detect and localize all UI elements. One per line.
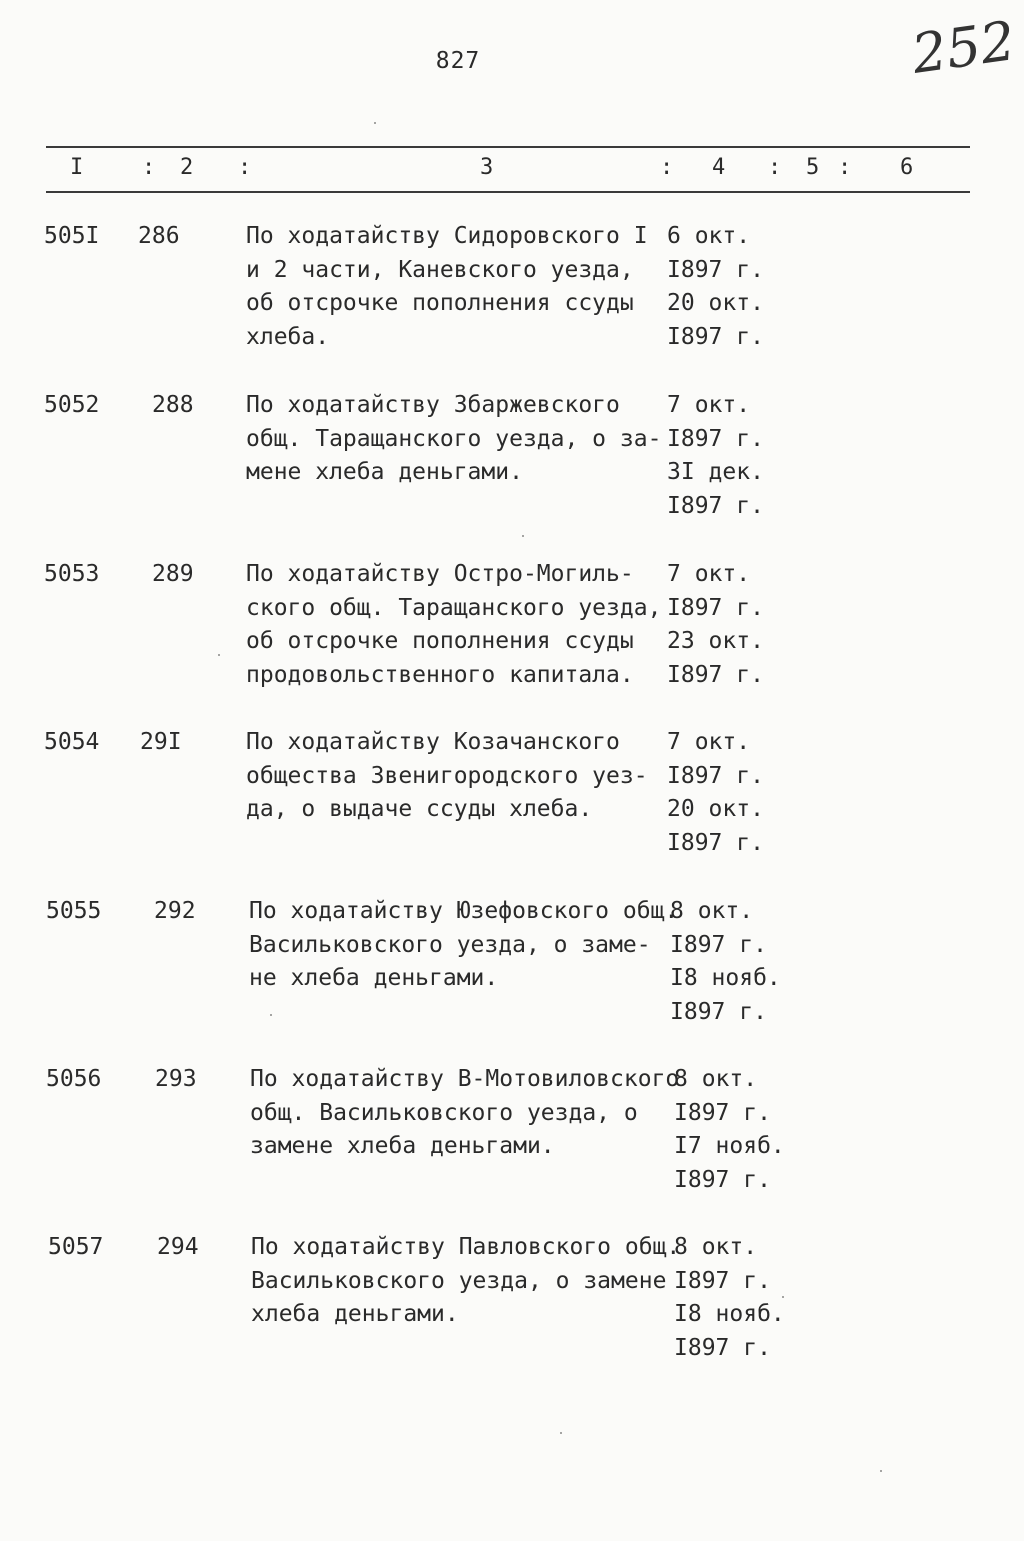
description-line: Васильковского уезда, о заме- (249, 931, 651, 958)
date-line: 23 окт. (667, 628, 764, 654)
entry-file-number: 288 (152, 392, 194, 418)
description-line: По ходатайству В-Мотовиловского (250, 1066, 680, 1092)
date-line: I897 г. (667, 661, 764, 688)
date-line: I897 г. (674, 1334, 771, 1361)
scan-speck (560, 1432, 562, 1434)
entry-number: 5053 (44, 561, 100, 587)
entry-description (251, 1231, 680, 1332)
entry-description (246, 726, 648, 827)
date-line: I897 г. (670, 931, 767, 958)
entry-number: 5056 (46, 1066, 102, 1092)
description-line: и 2 части, Каневского уезда, (246, 256, 634, 283)
entry-file-number: 292 (154, 898, 196, 924)
entry-dates (674, 1063, 785, 1197)
date-line: 20 окт. (667, 796, 764, 822)
date-line: I897 г. (667, 492, 764, 519)
description-line: замене хлеба деньгами. (250, 1133, 555, 1159)
entry-number: 505I (44, 223, 100, 249)
date-line: 8 окт. (670, 898, 754, 924)
description-line: мене хлеба деньгами. (246, 459, 523, 485)
description-line: По ходатайству Козачанского (246, 729, 620, 755)
col-separator: : (838, 155, 852, 180)
entry-description (246, 220, 648, 354)
date-line: 3I дек. (667, 459, 764, 485)
col-header-2: 2 (180, 155, 194, 180)
date-line: 7 окт. (667, 729, 751, 755)
date-line: 20 окт. (667, 290, 764, 316)
date-line: I897 г. (667, 762, 764, 789)
col-header-5: 5 (806, 155, 820, 180)
col-header-1: I (70, 155, 84, 180)
date-line: I897 г. (670, 998, 767, 1025)
date-line: I897 г. (667, 425, 764, 452)
scan-speck (880, 1470, 882, 1472)
date-line: I897 г. (674, 1099, 771, 1126)
entry-number: 5052 (44, 392, 100, 418)
scan-speck (270, 1014, 272, 1016)
entry-number: 5057 (48, 1234, 104, 1260)
col-separator: : (768, 155, 782, 180)
handwritten-archive-number: 252 (908, 9, 1019, 86)
entry-dates (667, 389, 764, 523)
entry-file-number: 293 (155, 1066, 197, 1092)
entry-dates (667, 726, 764, 860)
description-line: общ. Васильковского уезда, о (250, 1099, 638, 1126)
table-top-rule (46, 146, 970, 148)
date-line: I897 г. (667, 323, 764, 350)
description-line: хлеба. (246, 323, 330, 350)
col-header-6: 6 (900, 155, 914, 180)
scan-speck (782, 1296, 784, 1298)
date-line: I897 г. (674, 1166, 771, 1193)
col-header-3: 3 (480, 155, 494, 180)
description-line: По ходатайству Юзефовского общ. (249, 898, 679, 924)
entry-file-number: 294 (157, 1234, 199, 1260)
date-line: 6 окт. (667, 223, 751, 249)
list-item (0, 1231, 1024, 1381)
description-line: ского общ. Таращанского уезда, (246, 594, 662, 621)
entry-description (250, 1063, 679, 1164)
description-line: продовольственного капитала. (246, 661, 634, 688)
entry-dates (667, 558, 764, 692)
description-line: общества Звенигородского уез- (246, 762, 648, 789)
entry-dates (667, 220, 764, 354)
col-separator: : (660, 155, 674, 180)
col-header-4: 4 (712, 155, 726, 180)
entry-number: 5054 (44, 729, 100, 755)
description-line: Васильковского уезда, о замене (251, 1267, 667, 1294)
scan-speck (218, 654, 220, 656)
list-item (0, 389, 1024, 539)
entry-description (246, 389, 661, 490)
description-line: общ. Таращанского уезда, о за- (246, 425, 662, 452)
date-line: I8 нояб. (674, 1301, 785, 1327)
description-line: По ходатайству Збаржевского (246, 392, 620, 418)
col-separator: : (142, 155, 156, 180)
description-line: об отсрочке пополнения ссуды (246, 290, 634, 316)
list-item (0, 558, 1024, 708)
entry-dates (674, 1231, 785, 1365)
date-line: I897 г. (667, 594, 764, 621)
date-line: 7 окт. (667, 561, 751, 587)
entry-number: 5055 (46, 898, 102, 924)
description-line: да, о выдаче ссуды хлеба. (246, 796, 593, 822)
description-line: не хлеба деньгами. (249, 965, 499, 991)
date-line: 8 окт. (674, 1066, 758, 1092)
date-line: I7 нояб. (674, 1133, 785, 1159)
list-item (0, 220, 1024, 370)
entry-file-number: 289 (152, 561, 194, 587)
description-line: об отсрочке пополнения ссуды (246, 628, 634, 654)
entry-description (246, 558, 661, 692)
date-line: 7 окт. (667, 392, 751, 418)
entry-dates (670, 895, 781, 1029)
table-header-rule (46, 191, 970, 193)
entry-description (249, 895, 678, 996)
entry-file-number: 286 (138, 223, 180, 249)
date-line: I897 г. (667, 829, 764, 856)
scan-speck (522, 535, 524, 537)
page-number: 827 (435, 48, 481, 74)
entry-file-number: 29I (140, 729, 182, 755)
date-line: I8 нояб. (670, 965, 781, 991)
list-item (0, 1063, 1024, 1213)
description-line: По ходатайству Павловского общ. (251, 1234, 681, 1260)
description-line: По ходатайству Остро-Могиль- (246, 561, 634, 587)
date-line: I897 г. (667, 256, 764, 283)
list-item (0, 895, 1024, 1045)
scan-speck (374, 122, 376, 124)
date-line: I897 г. (674, 1267, 771, 1294)
description-line: хлеба деньгами. (251, 1301, 459, 1327)
list-item (0, 726, 1024, 876)
description-line: По ходатайству Сидоровского I (246, 223, 648, 249)
col-separator: : (238, 155, 252, 180)
date-line: 8 окт. (674, 1234, 758, 1260)
